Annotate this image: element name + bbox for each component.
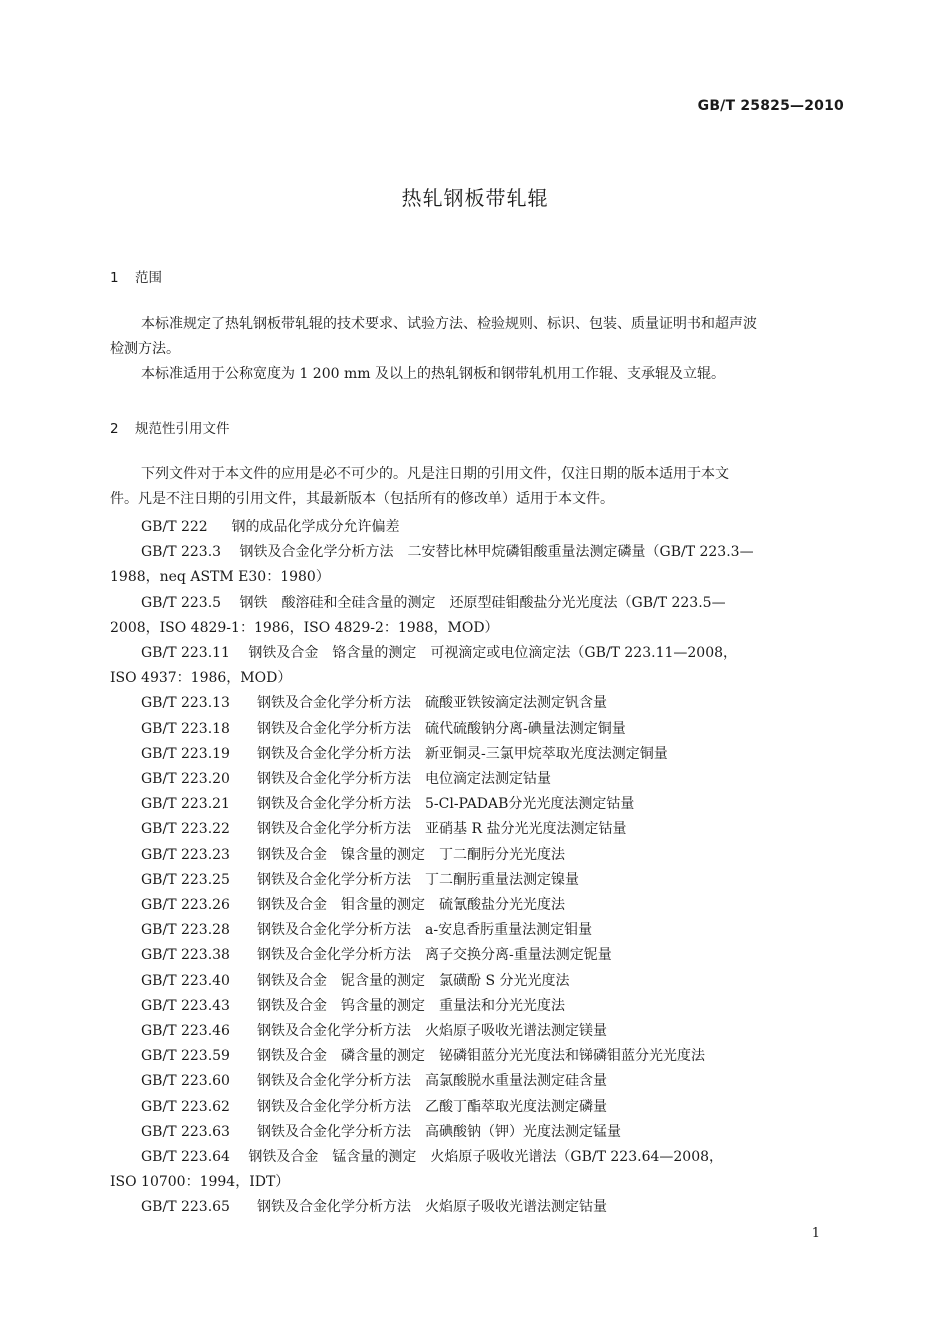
reference-code: GB/T 223.46: [141, 1023, 230, 1040]
reference-code: GB/T 223.43: [141, 997, 230, 1014]
reference-item: [110, 918, 850, 943]
reference-code: GB/T 223.20: [141, 771, 230, 788]
reference-title: 钢铁及合金化学分析方法 硫代硫酸钠分离-碘量法测定铜量: [257, 720, 626, 737]
reference-code: GB/T 223.19: [141, 745, 230, 762]
page-number: 1: [811, 1226, 820, 1241]
reference-title: 钢铁及合金 铌含量的测定 氯磺酚 S 分光光度法: [257, 972, 570, 989]
reference-title: 钢铁及合金 镍含量的测定 丁二酮肟分光光度法: [257, 846, 565, 863]
reference-title: 钢铁及合金化学分析方法 亚硝基 R 盐分光光度法测定钴量: [257, 821, 627, 838]
text-line: 下列文件对于本文件的应用是必不可少的。凡是注日期的引用文件，仅注日期的版本适用于本文: [141, 466, 729, 482]
reference-item: [110, 868, 850, 893]
reference-item: [110, 1145, 850, 1195]
reference-code: GB/T 223.64: [141, 1149, 230, 1166]
section-number: 1: [110, 270, 119, 286]
reference-title: 钢铁及合金化学分析方法 二安替比林甲烷磷钼酸重量法测定磷量（GB/T 223.3—: [239, 544, 754, 561]
reference-item: [110, 893, 850, 918]
reference-item: [110, 540, 850, 590]
reference-continuation: ISO 4937：1986，MOD）: [110, 670, 292, 687]
reference-code: GB/T 223.5: [141, 594, 222, 611]
section-heading-references: [110, 417, 230, 437]
reference-continuation: ISO 10700：1994，IDT）: [110, 1174, 290, 1191]
reference-item: [110, 717, 850, 742]
reference-code: GB/T 223.13: [141, 695, 230, 712]
reference-code: GB/T 222: [141, 519, 208, 535]
references-intro: [110, 462, 844, 512]
reference-title: 钢铁及合金 锰含量的测定 火焰原子吸收光谱法（GB/T 223.64—2008，: [248, 1149, 724, 1166]
reference-title: 钢铁及合金化学分析方法 a-安息香肟重量法测定钼量: [257, 922, 593, 939]
reference-item: [110, 591, 850, 641]
reference-title: 钢铁及合金化学分析方法 高碘酸钠（钾）光度法测定锰量: [257, 1123, 621, 1140]
reference-item: [110, 792, 850, 817]
reference-item: [110, 843, 850, 868]
reference-item: [110, 994, 850, 1019]
reference-title: 钢的成品化学成分允许偏差: [231, 519, 400, 535]
reference-title: 钢铁及合金化学分析方法 火焰原子吸收光谱法测定镁量: [257, 1023, 607, 1040]
reference-code: GB/T 223.38: [141, 947, 230, 964]
reference-item: [110, 1044, 850, 1069]
reference-item: [110, 1095, 850, 1120]
reference-code: GB/T 223.63: [141, 1123, 230, 1140]
reference-title: 钢铁及合金化学分析方法 高氯酸脱水重量法测定硅含量: [257, 1073, 607, 1090]
document-title: 热轧钢板带轧辊: [401, 186, 549, 210]
reference-item: [110, 515, 850, 540]
section-title: 范围: [135, 270, 162, 286]
reference-code: GB/T 223.3: [141, 544, 222, 561]
reference-item: [110, 1069, 850, 1094]
reference-item: [110, 817, 850, 842]
reference-item: [110, 969, 850, 994]
reference-title: 钢铁及合金化学分析方法 硫酸亚铁铵滴定法测定钒含量: [257, 695, 607, 712]
reference-title: 钢铁 酸溶硅和全硅含量的测定 还原型硅钼酸盐分光光度法（GB/T 223.5—: [239, 594, 726, 611]
reference-continuation: 2008，ISO 4829-1：1986，ISO 4829-2：1988，MOD）: [110, 619, 499, 636]
text-line: 本标准适用于公称宽度为 1 200 mm 及以上的热轧钢板和钢带轧机用工作辊、支承辊及立辊。: [141, 366, 725, 382]
text-line: 件。凡是不注日期的引用文件，其最新版本（包括所有的修改单）适用于本文件。: [110, 491, 614, 507]
reference-title: 钢铁及合金化学分析方法 丁二酮肟重量法测定镍量: [257, 871, 579, 888]
reference-item: [110, 943, 850, 968]
section-title: 规范性引用文件: [135, 421, 230, 437]
text-line: 检测方法。: [110, 341, 180, 357]
section-number: 2: [110, 421, 119, 437]
reference-title: 钢铁及合金化学分析方法 新亚铜灵-三氯甲烷萃取光度法测定铜量: [257, 745, 668, 762]
reference-item: [110, 1195, 850, 1220]
reference-title: 钢铁及合金 钨含量的测定 重量法和分光光度法: [257, 997, 565, 1014]
standard-number: GB/T 25825—2010: [697, 98, 844, 114]
reference-item: [110, 641, 850, 691]
reference-code: GB/T 223.65: [141, 1199, 230, 1216]
reference-title: 钢铁及合金化学分析方法 5-Cl-PADAB分光光度法测定钴量: [257, 796, 635, 813]
reference-code: GB/T 223.25: [141, 871, 230, 888]
reference-title: 钢铁及合金化学分析方法 乙酸丁酯萃取光度法测定磷量: [257, 1098, 607, 1115]
reference-title: 钢铁及合金 铬含量的测定 可视滴定或电位滴定法（GB/T 223.11—2008，: [248, 645, 738, 662]
reference-code: GB/T 223.21: [141, 796, 230, 813]
reference-code: GB/T 223.40: [141, 972, 230, 989]
reference-title: 钢铁及合金化学分析方法 离子交换分离-重量法测定铌量: [257, 947, 612, 964]
reference-code: GB/T 223.11: [141, 645, 230, 662]
reference-item: [110, 767, 850, 792]
text-line: 本标准规定了热轧钢板带轧辊的技术要求、试验方法、检验规则、标识、包装、质量证明书和超声波: [141, 316, 757, 332]
reference-title: 钢铁及合金化学分析方法 火焰原子吸收光谱法测定钴量: [257, 1199, 607, 1216]
reference-code: GB/T 223.26: [141, 897, 230, 914]
reference-code: GB/T 223.60: [141, 1073, 230, 1090]
reference-code: GB/T 223.18: [141, 720, 230, 737]
reference-title: 钢铁及合金化学分析方法 电位滴定法测定钴量: [257, 771, 551, 788]
reference-title: 钢铁及合金 钼含量的测定 硫氰酸盐分光光度法: [257, 897, 565, 914]
reference-list: [110, 515, 850, 1221]
section-heading-scope: [110, 266, 162, 286]
reference-item: [110, 691, 850, 716]
reference-code: GB/T 223.23: [141, 846, 230, 863]
reference-item: [110, 1019, 850, 1044]
reference-continuation: 1988，neq ASTM E30：1980）: [110, 569, 330, 586]
reference-code: GB/T 223.62: [141, 1098, 230, 1115]
scope-paragraph: [110, 312, 844, 387]
reference-title: 钢铁及合金 磷含量的测定 铋磷钼蓝分光光度法和锑磷钼蓝分光光度法: [257, 1048, 705, 1065]
reference-code: GB/T 223.22: [141, 821, 230, 838]
reference-code: GB/T 223.59: [141, 1048, 230, 1065]
reference-item: [110, 1120, 850, 1145]
reference-code: GB/T 223.28: [141, 922, 230, 939]
reference-item: [110, 742, 850, 767]
